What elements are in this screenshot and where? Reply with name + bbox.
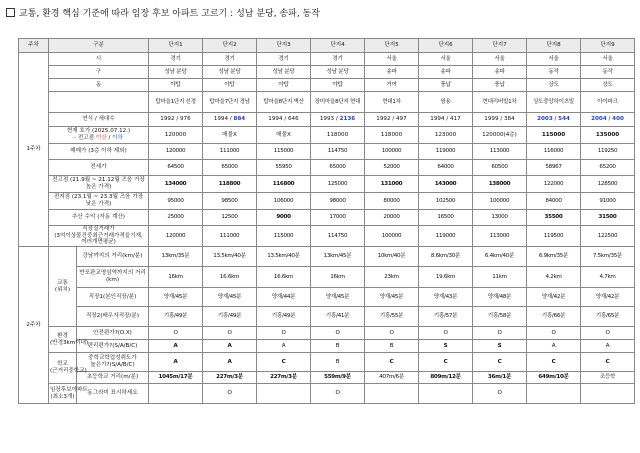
- value-cell: 현대1차: [365, 92, 419, 113]
- value-cell: C: [257, 353, 311, 372]
- year-households-cell: 1999 / 384: [473, 113, 527, 127]
- current-price-cell: 120000: [149, 127, 203, 144]
- value-cell: C: [527, 353, 581, 372]
- value-cell: O: [203, 384, 257, 404]
- value-cell: 12500: [203, 210, 257, 226]
- value-cell: 128500: [581, 176, 635, 193]
- value-cell: 31500: [581, 210, 635, 226]
- value-cell: 65000: [203, 160, 257, 176]
- row-label: 편리편가?(S/A/B/C): [77, 340, 149, 353]
- value-cell: 13.5km/40분: [203, 247, 257, 267]
- value-cell: S: [419, 340, 473, 353]
- value-cell: 야탑: [257, 79, 311, 92]
- value-cell: 양재/45분: [203, 288, 257, 307]
- value-cell: 기흥/65분: [581, 307, 635, 327]
- value-cell: 100000: [473, 193, 527, 210]
- value-cell: O: [149, 327, 203, 340]
- current-price-cell: 123000: [419, 127, 473, 144]
- value-cell: 20000: [365, 210, 419, 226]
- row-label: 전세가: [49, 160, 149, 176]
- header-category: 구분: [49, 39, 149, 53]
- value-cell: 116800: [257, 176, 311, 193]
- value-cell: 6.9km/35분: [527, 247, 581, 267]
- value-cell: 기흥/49분: [257, 307, 311, 327]
- value-cell: O: [311, 384, 365, 404]
- value-cell: 649m/10분: [527, 372, 581, 384]
- value-cell: 양재/44분: [257, 288, 311, 307]
- value-cell: 양재/43분: [419, 288, 473, 307]
- value-cell: 장미마을8단지 현대: [311, 92, 365, 113]
- value-cell: 98500: [203, 193, 257, 210]
- week2-row: [19, 307, 635, 327]
- header-complex: 단지8: [527, 39, 581, 53]
- value-cell: A: [149, 353, 203, 372]
- value-cell: 111000: [203, 144, 257, 160]
- value-cell: 경기: [149, 53, 203, 66]
- value-cell: A: [257, 340, 311, 353]
- value-cell: 143000: [419, 176, 473, 193]
- value-cell: A: [149, 340, 203, 353]
- value-cell: 양재/42분: [527, 288, 581, 307]
- value-cell: 6.4km/40분: [473, 247, 527, 267]
- row-label: 동그라미 표시하세요: [77, 384, 149, 404]
- row-label: 동: [49, 79, 149, 92]
- value-cell: O: [311, 327, 365, 340]
- value-cell: 송파: [365, 66, 419, 79]
- value-cell: 경기: [311, 53, 365, 66]
- row-label: 구: [49, 66, 149, 79]
- value-cell: 58967: [527, 160, 581, 176]
- value-cell: A: [203, 353, 257, 372]
- week2-row: [19, 288, 635, 307]
- value-cell: [527, 384, 581, 404]
- value-cell: 65200: [581, 160, 635, 176]
- row-label: 추산 수익 (자동 계산): [49, 210, 149, 226]
- value-cell: 115000: [257, 144, 311, 160]
- value-cell: 조등학: [581, 372, 635, 384]
- week1-row: [19, 79, 635, 92]
- value-cell: 아이파크: [581, 92, 635, 113]
- value-cell: 송파: [419, 66, 473, 79]
- value-cell: 119000: [419, 226, 473, 247]
- value-cell: B: [311, 353, 365, 372]
- week1-row: [19, 92, 635, 113]
- value-cell: 113000: [473, 226, 527, 247]
- value-cell: 113000: [473, 144, 527, 160]
- week2-row: [19, 247, 635, 267]
- value-cell: 119500: [527, 226, 581, 247]
- value-cell: 서울: [527, 53, 581, 66]
- value-cell: 16km: [149, 267, 203, 288]
- row-label: 직장1(본인직장/분): [77, 288, 149, 307]
- week2-row: [19, 353, 635, 372]
- value-cell: O: [527, 327, 581, 340]
- current-price-cell: 135000: [581, 127, 635, 144]
- value-cell: O: [473, 384, 527, 404]
- value-cell: 122500: [581, 226, 635, 247]
- week2-label: 2주차: [19, 247, 49, 404]
- value-cell: 64500: [149, 160, 203, 176]
- value-cell: 23km: [365, 267, 419, 288]
- value-cell: O: [365, 327, 419, 340]
- value-cell: A: [527, 340, 581, 353]
- year-households-cell: 1994 / 646: [257, 113, 311, 127]
- value-cell: O: [257, 327, 311, 340]
- value-cell: 양재/42분: [581, 288, 635, 307]
- current-price-cell: 매물X: [203, 127, 257, 144]
- week2-row: [19, 327, 635, 340]
- value-cell: 11km: [473, 267, 527, 288]
- value-cell: B: [365, 340, 419, 353]
- week1-label: 1주차: [19, 53, 49, 247]
- value-cell: C: [473, 353, 527, 372]
- week1-row: [19, 176, 635, 193]
- checkbox-icon: [6, 8, 15, 17]
- value-cell: 양재/45분: [149, 288, 203, 307]
- value-cell: 52000: [365, 160, 419, 176]
- value-cell: 현대리버빌1차: [473, 92, 527, 113]
- value-cell: 기흥/41분: [311, 307, 365, 327]
- current-price-cell: 매물X: [257, 127, 311, 144]
- value-cell: 풍납: [419, 79, 473, 92]
- value-cell: 거여: [365, 79, 419, 92]
- row-label: 시: [49, 53, 149, 66]
- value-cell: 기흥/66분: [527, 307, 581, 327]
- value-cell: 227m/3분: [257, 372, 311, 384]
- value-cell: 13.5km/40분: [257, 247, 311, 267]
- value-cell: 95000: [149, 193, 203, 210]
- value-cell: 102500: [419, 193, 473, 210]
- value-cell: 100000: [365, 226, 419, 247]
- section-label: 임장후보아파트 (최소3개): [49, 384, 77, 404]
- value-cell: 119250: [581, 144, 635, 160]
- header-complex: 단지4: [311, 39, 365, 53]
- value-cell: 559m/9분: [311, 372, 365, 384]
- value-cell: 성남 분당: [203, 66, 257, 79]
- value-cell: 성남 분당: [257, 66, 311, 79]
- value-cell: 55950: [257, 160, 311, 176]
- value-cell: 120000: [149, 144, 203, 160]
- value-cell: 125000: [311, 176, 365, 193]
- value-cell: 119000: [419, 144, 473, 160]
- week2-row: [19, 372, 635, 384]
- value-cell: 100000: [365, 144, 419, 160]
- header-complex: 단지5: [365, 39, 419, 53]
- name-label: [49, 92, 149, 113]
- row-label: 반포판교영삼역까지의 거리(km): [77, 267, 149, 288]
- value-cell: 경기: [203, 53, 257, 66]
- value-cell: 탑마을8단지 벽산: [257, 92, 311, 113]
- value-cell: 양재/48분: [473, 288, 527, 307]
- value-cell: 4.2km: [527, 267, 581, 288]
- value-cell: 야탑: [203, 79, 257, 92]
- value-cell: 84000: [527, 193, 581, 210]
- value-cell: 송파: [473, 66, 527, 79]
- value-cell: 115000: [257, 226, 311, 247]
- value-cell: 64000: [419, 160, 473, 176]
- value-cell: 118800: [203, 176, 257, 193]
- year-households-cell: 1992 / 497: [365, 113, 419, 127]
- value-cell: 13000: [473, 210, 527, 226]
- current-price-cell: 118000: [311, 127, 365, 144]
- value-cell: 양재/45분: [365, 288, 419, 307]
- value-cell: 809m/12분: [419, 372, 473, 384]
- value-cell: 106000: [257, 193, 311, 210]
- value-cell: 상도: [581, 79, 635, 92]
- value-cell: 111000: [203, 226, 257, 247]
- year-households-cell: 1994 / 417: [419, 113, 473, 127]
- value-cell: S: [473, 340, 527, 353]
- value-cell: [149, 384, 203, 404]
- value-cell: 134000: [149, 176, 203, 193]
- value-cell: 기흥/57분: [419, 307, 473, 327]
- year-households-cell: 1993 / 2136: [311, 113, 365, 127]
- value-cell: 407m/6분: [365, 372, 419, 384]
- value-cell: 기흥/49분: [149, 307, 203, 327]
- value-cell: 17000: [311, 210, 365, 226]
- row-label: 안전편가?(O.X): [77, 327, 149, 340]
- value-cell: O: [581, 327, 635, 340]
- value-cell: C: [581, 353, 635, 372]
- value-cell: 120000: [149, 226, 203, 247]
- week1-row: [19, 53, 635, 66]
- current-price-cell: 118000: [365, 127, 419, 144]
- page-title: 교통, 환경 핵심 기준에 따라 임장 후보 아파트 고르기 : 성남 분당, 송파, 동작: [6, 6, 320, 19]
- value-cell: O: [203, 327, 257, 340]
- value-cell: 탑마을1단지 선경: [149, 92, 203, 113]
- value-cell: C: [365, 353, 419, 372]
- value-cell: 서울: [473, 53, 527, 66]
- value-cell: 16500: [419, 210, 473, 226]
- year-households-cell: 2004 / 400: [581, 113, 635, 127]
- value-cell: 138000: [473, 176, 527, 193]
- year-households-cell: 2003 / 544: [527, 113, 581, 127]
- value-cell: 60500: [473, 160, 527, 176]
- week1-row: [19, 160, 635, 176]
- value-cell: 성남 분당: [311, 66, 365, 79]
- value-cell: 19.6km: [419, 267, 473, 288]
- section-label: 환경 (반경3km이내): [49, 327, 77, 353]
- current-price-label: 현재 호가 (2025.07.12.) - 전고점 이상 / 이하: [49, 127, 149, 144]
- value-cell: 기흥/49분: [203, 307, 257, 327]
- value-cell: 7.5km/35분: [581, 247, 635, 267]
- year-households-cell: 1994 / 884: [203, 113, 257, 127]
- value-cell: 경기: [257, 53, 311, 66]
- header-row: [19, 39, 635, 53]
- value-cell: 36m/1분: [473, 372, 527, 384]
- value-cell: A: [581, 340, 635, 353]
- value-cell: [365, 384, 419, 404]
- row-label: 연식 / 세대수: [49, 113, 149, 127]
- week1-row: [19, 210, 635, 226]
- value-cell: 13km/45분: [311, 247, 365, 267]
- week2-row: [19, 340, 635, 353]
- row-label: 매매가 (3층 이하 제외): [49, 144, 149, 160]
- value-cell: 서울: [365, 53, 419, 66]
- value-cell: 131000: [365, 176, 419, 193]
- section-label: 학교 (근거리중학교): [49, 353, 77, 384]
- value-cell: [419, 384, 473, 404]
- value-cell: 쌍용: [419, 92, 473, 113]
- value-cell: 114750: [311, 226, 365, 247]
- value-cell: 기흥/58분: [473, 307, 527, 327]
- value-cell: 25000: [149, 210, 203, 226]
- value-cell: 8.6km/30분: [419, 247, 473, 267]
- value-cell: 상도중앙하이츠빌: [527, 92, 581, 113]
- value-cell: O: [473, 327, 527, 340]
- value-cell: 상도: [527, 79, 581, 92]
- value-cell: 114750: [311, 144, 365, 160]
- row-label: 초등학교 거리(m/분): [77, 372, 149, 384]
- current-price-cell: 115000: [527, 127, 581, 144]
- value-cell: 4.7km: [581, 267, 635, 288]
- value-cell: 122000: [527, 176, 581, 193]
- value-cell: 35500: [527, 210, 581, 226]
- value-cell: 야탑: [311, 79, 365, 92]
- header-week: 주차: [19, 39, 49, 53]
- value-cell: 서울: [419, 53, 473, 66]
- row-label: 전저점 (23.1월 ~ 23.3월 즈음 가장 낮은 가격): [49, 193, 149, 210]
- value-cell: 9000: [257, 210, 311, 226]
- apartment-comparison-table: [18, 38, 635, 404]
- value-cell: 10km/40분: [365, 247, 419, 267]
- current-price-title: 현재 호가 (2025.07.12.): [66, 128, 131, 135]
- row-label: 중학교학업성취도가 높은가?(S/A/B/C): [77, 353, 149, 372]
- header-complex: 단지1: [149, 39, 203, 53]
- week1-row: [19, 66, 635, 79]
- value-cell: 98000: [311, 193, 365, 210]
- week1-row: [19, 113, 635, 127]
- value-cell: B: [311, 340, 365, 353]
- value-cell: 91000: [581, 193, 635, 210]
- row-label: 직장실거래가 (3억이상물건중최근거래가격을기재, 여러개면평균): [49, 226, 149, 247]
- value-cell: 1045m/17분: [149, 372, 203, 384]
- value-cell: 65000: [311, 160, 365, 176]
- value-cell: A: [203, 340, 257, 353]
- value-cell: 성남 분당: [149, 66, 203, 79]
- value-cell: [257, 384, 311, 404]
- row-label: 전고점 (21.9월 ~ 21.12월 즈음 가장 높은 가격): [49, 176, 149, 193]
- value-cell: 탑마을7단지 경남: [203, 92, 257, 113]
- value-cell: 116000: [527, 144, 581, 160]
- value-cell: 13km/35분: [149, 247, 203, 267]
- value-cell: 동작: [527, 66, 581, 79]
- value-cell: C: [419, 353, 473, 372]
- header-complex: 단지6: [419, 39, 473, 53]
- week1-row: [19, 193, 635, 210]
- week1-row: [19, 144, 635, 160]
- row-label: 강남까지의 거리(km/분): [77, 247, 149, 267]
- value-cell: 양재/45분: [311, 288, 365, 307]
- value-cell: 기흥/55분: [365, 307, 419, 327]
- header-complex: 단지9: [581, 39, 635, 53]
- week1-row: [19, 226, 635, 247]
- week2-row: [19, 267, 635, 288]
- value-cell: 동작: [581, 66, 635, 79]
- value-cell: O: [419, 327, 473, 340]
- value-cell: 서울: [581, 53, 635, 66]
- value-cell: 풍납: [473, 79, 527, 92]
- header-complex: 단지2: [203, 39, 257, 53]
- value-cell: 16km: [311, 267, 365, 288]
- value-cell: 야탑: [149, 79, 203, 92]
- value-cell: 16.6km: [257, 267, 311, 288]
- value-cell: 227m/3분: [203, 372, 257, 384]
- section-label: 교통 (위치): [49, 247, 77, 327]
- current-price-cell: 120000(4층): [473, 127, 527, 144]
- value-cell: [581, 384, 635, 404]
- value-cell: 80000: [365, 193, 419, 210]
- week1-row: [19, 127, 635, 144]
- week2-row: [19, 384, 635, 404]
- header-complex: 단지7: [473, 39, 527, 53]
- year-households-cell: 1992 / 976: [149, 113, 203, 127]
- row-label: 직장2(배우자직장/분): [77, 307, 149, 327]
- header-complex: 단지3: [257, 39, 311, 53]
- value-cell: 16.6km: [203, 267, 257, 288]
